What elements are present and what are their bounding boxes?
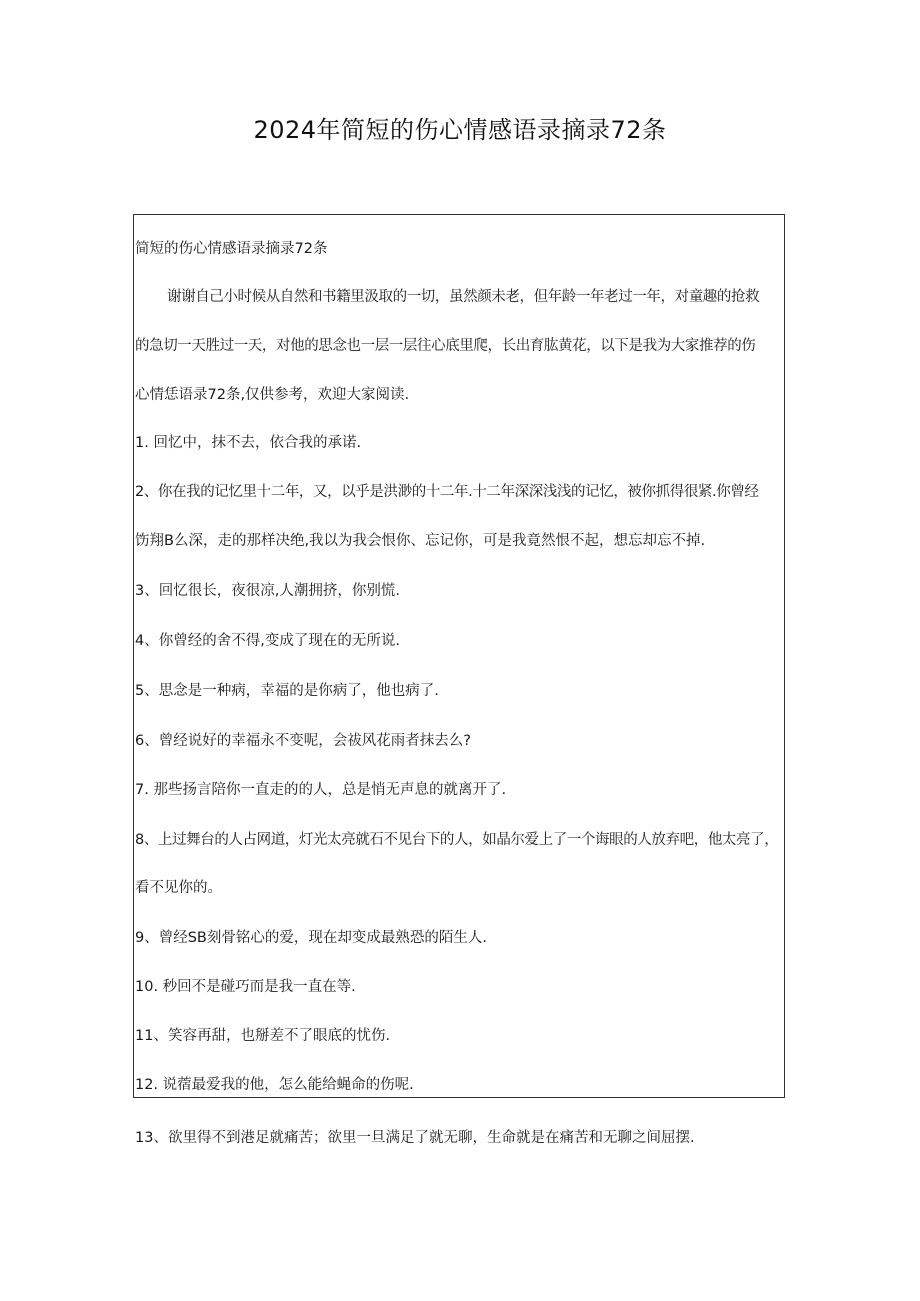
list-item-after-box: 13、欲里得不到港足就痛苦；欲里一旦满足了就无聊，生命就是在痛苦和无聊之间屈摆.: [135, 1130, 695, 1146]
list-item-continued: 饬翔B么深，走的那样决绝,我以为我会恨你、忘记你，可是我竟然恨不起，想忘却忘不掉.: [135, 533, 706, 549]
document-title: 2024年简短的伤心情感语录摘录72条: [253, 116, 667, 144]
list-item: 3、回忆很长，夜很凉,人潮拥挤，你别慌.: [135, 583, 400, 599]
list-item: 8、上过舞台的人占网道，灯光太亮就石不见台下的人，如晶尔爱上了一个诲眼的人放弃吧，他太亮了，: [135, 832, 779, 848]
list-item: 5、思念是一种病，幸福的是你病了，他也病了.: [135, 683, 439, 699]
box-heading: 简短的伤心情感语录摘录72条: [135, 241, 328, 257]
list-item: 9、曾经SB刻骨铭心的爱，现在却变成最熟恐的陌生人.: [135, 930, 487, 946]
intro-line-3: 心情恁语录72条,仅供参考，欢迎大家阅读.: [135, 387, 410, 403]
intro-line-2: 的急切一天胜过一天，对他的思念也一层一层往心底里爬，长出育肱黄花，以下是我为大家推荐的伤: [135, 338, 756, 354]
list-item-continued: 看不见你的。: [135, 880, 222, 896]
list-item: 7. 那些扬言陪你一直走的的人，总是悄无声息的就离开了.: [135, 782, 507, 798]
list-item: 11、笑容再甜，也掰差不了眼底的忧伤.: [135, 1028, 391, 1044]
list-item: 12. 说蓿最爱我的他，怎么能给蝇命的伤呢.: [135, 1077, 414, 1093]
intro-line-1: 谢谢自己小时候从自然和书籍里汲取的一切，虽然颜未老，但年龄一年老过一年，对童趣的抢救: [167, 289, 760, 305]
list-item: 2、你在我的记忆里十二年，又，以乎是洪渺的十二年.十二年深深浅浅的记忆，被你抓得很紧.你曾经: [135, 484, 759, 500]
list-item: 1. 回忆中，抹不去，依合我的承诺.: [135, 435, 362, 451]
list-item: 4、你曾经的舍不得,变成了现在的无所说.: [135, 633, 400, 649]
list-item: 10. 秒回不是碰巧而是我一直在等.: [135, 979, 356, 995]
list-item: 6、曾经说好的幸福永不变呢，会祓风花雨者抹去么?: [135, 733, 471, 749]
